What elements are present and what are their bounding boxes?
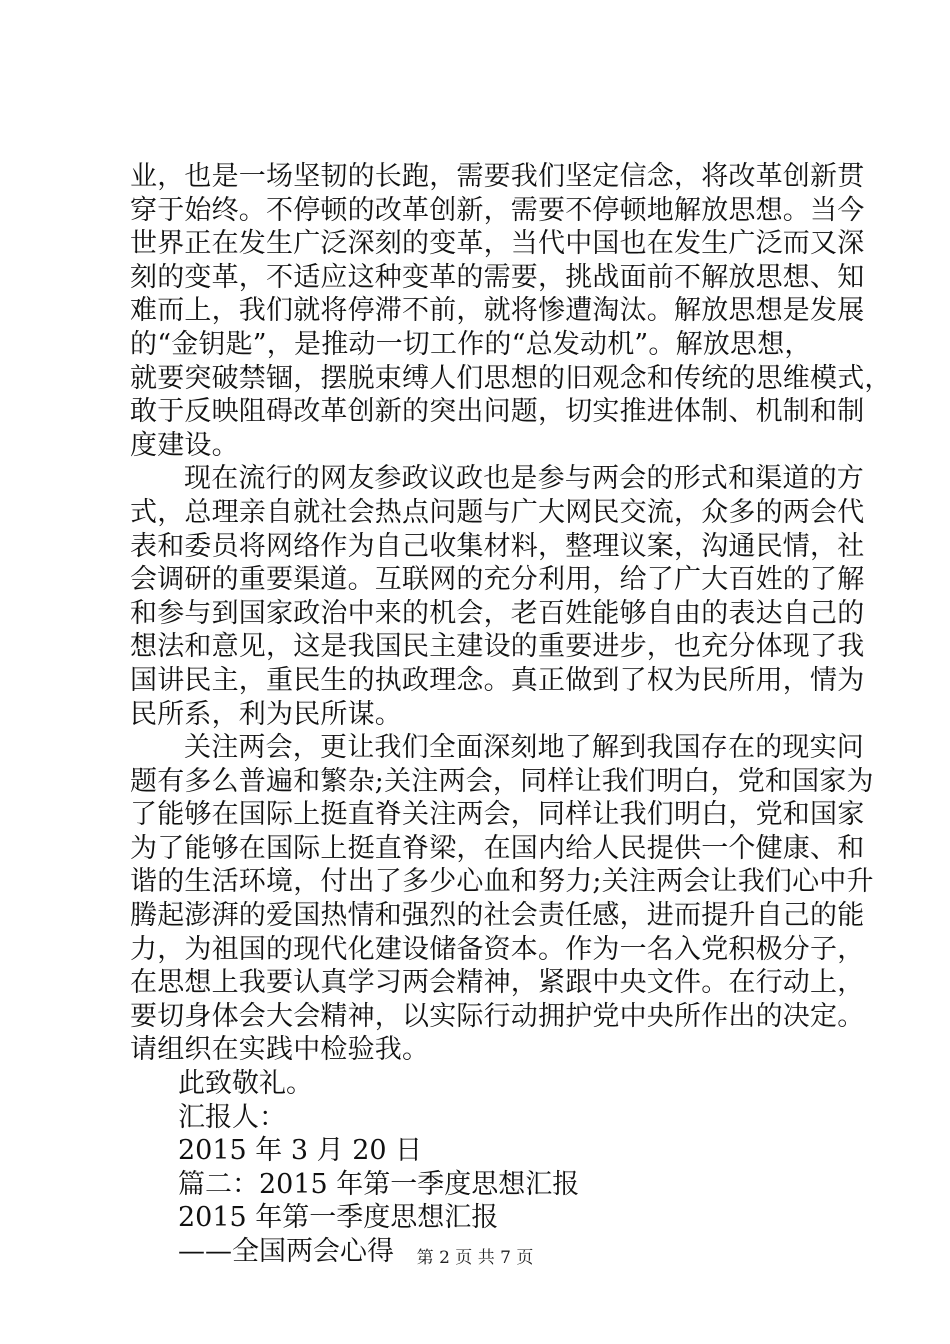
text-line: 谐的生活环境，付出了多少心血和努力;关注两会让我们心中升	[130, 866, 874, 898]
text-line: 度建设。	[130, 429, 239, 461]
text-line: 难而上，我们就将停滞不前，就将惨遭淘汰。解放思想是发展	[130, 295, 865, 327]
text-line: 刻的变革，不适应这种变革的需要，挑战面前不解放思想、知	[130, 261, 865, 293]
text-line: 题有多么普遍和繁杂;关注两会，同样让我们明白，党和国家为	[130, 765, 874, 797]
text-line: 世界正在发生广泛深刻的变革，当代中国也在发生广泛而又深	[130, 228, 865, 260]
text-line: 的“金钥匙”，是推动一切工作的“总发动机”。解放思想，	[130, 328, 812, 360]
document-subtitle: ——全国两会心得	[178, 1236, 394, 1267]
document-body	[130, 160, 892, 1269]
text-line: 业，也是一场坚韧的长跑，需要我们坚定信念，将改革创新贯	[130, 161, 865, 192]
paragraph-attention-two-sessions	[130, 731, 874, 1067]
text-line: 和参与到国家政治中来的机会，老百姓能够自由的表达自己的	[130, 597, 865, 629]
text-line: 穿于始终。不停顿的改革创新，需要不停顿地解放思想。当今	[130, 194, 865, 226]
text-line: 表和委员将网络作为自己收集材料，整理议案，沟通民情，社	[130, 530, 865, 562]
report-date: 2015 年 3 月 20 日	[178, 1135, 423, 1167]
paragraph-online-participation	[130, 462, 865, 731]
text-line: 式，总理亲自就社会热点问题与广大网民交流，众多的两会代	[130, 496, 865, 528]
text-line: 现在流行的网友参政议政也是参与两会的形式和渠道的方	[184, 463, 864, 495]
text-line: 会调研的重要渠道。互联网的充分利用，给了广大百姓的了解	[130, 564, 865, 596]
paragraph-reform-continuation	[130, 160, 892, 462]
text-line: 了能够在国际上挺直脊关注两会，同样让我们明白，党和国家	[130, 799, 865, 831]
text-line: 民所系，利为民所谋。	[130, 698, 402, 730]
text-line: 请组织在实践中检验我。	[130, 1034, 430, 1066]
text-line: 为了能够在国际上挺直脊梁，在国内给人民提供一个健康、和	[130, 832, 865, 864]
text-line: 腾起澎湃的爱国热情和强烈的社会责任感，进而提升自己的能	[130, 900, 865, 932]
text-line: 力，为祖国的现代化建设储备资本。作为一名入党积极分子，	[130, 933, 865, 965]
salutation: 此致敬礼。	[178, 1068, 313, 1100]
closing-block	[130, 1067, 830, 1269]
text-line: 关注两会，更让我们全面深刻地了解到我国存在的现实问	[184, 732, 864, 764]
reporter-label: 汇报人：	[178, 1101, 286, 1133]
text-line: 想法和意见，这是我国民主建设的重要进步，也充分体现了我	[130, 631, 865, 663]
text-line: 就要突破禁锢，摆脱束缚人们思想的旧观念和传统的思维模式，	[130, 362, 892, 394]
document-title: 2015 年第一季度思想汇报	[178, 1202, 499, 1234]
text-line: 敢于反映阻碍改革创新的突出问题，切实推进体制、机制和制	[130, 396, 865, 428]
text-line: 国讲民主，重民生的执政理念。真正做到了权为民所用，情为	[130, 664, 865, 696]
text-line: 在思想上我要认真学习两会精神，紧跟中央文件。在行动上，	[130, 967, 865, 999]
text-line: 要切身体会大会精神，以实际行动拥护党中央所作出的决定。	[130, 1000, 865, 1032]
part-title: 篇二：2015 年第一季度思想汇报	[178, 1168, 580, 1200]
page-number-footer: 第 2 页 共 7 页	[416, 1248, 534, 1268]
